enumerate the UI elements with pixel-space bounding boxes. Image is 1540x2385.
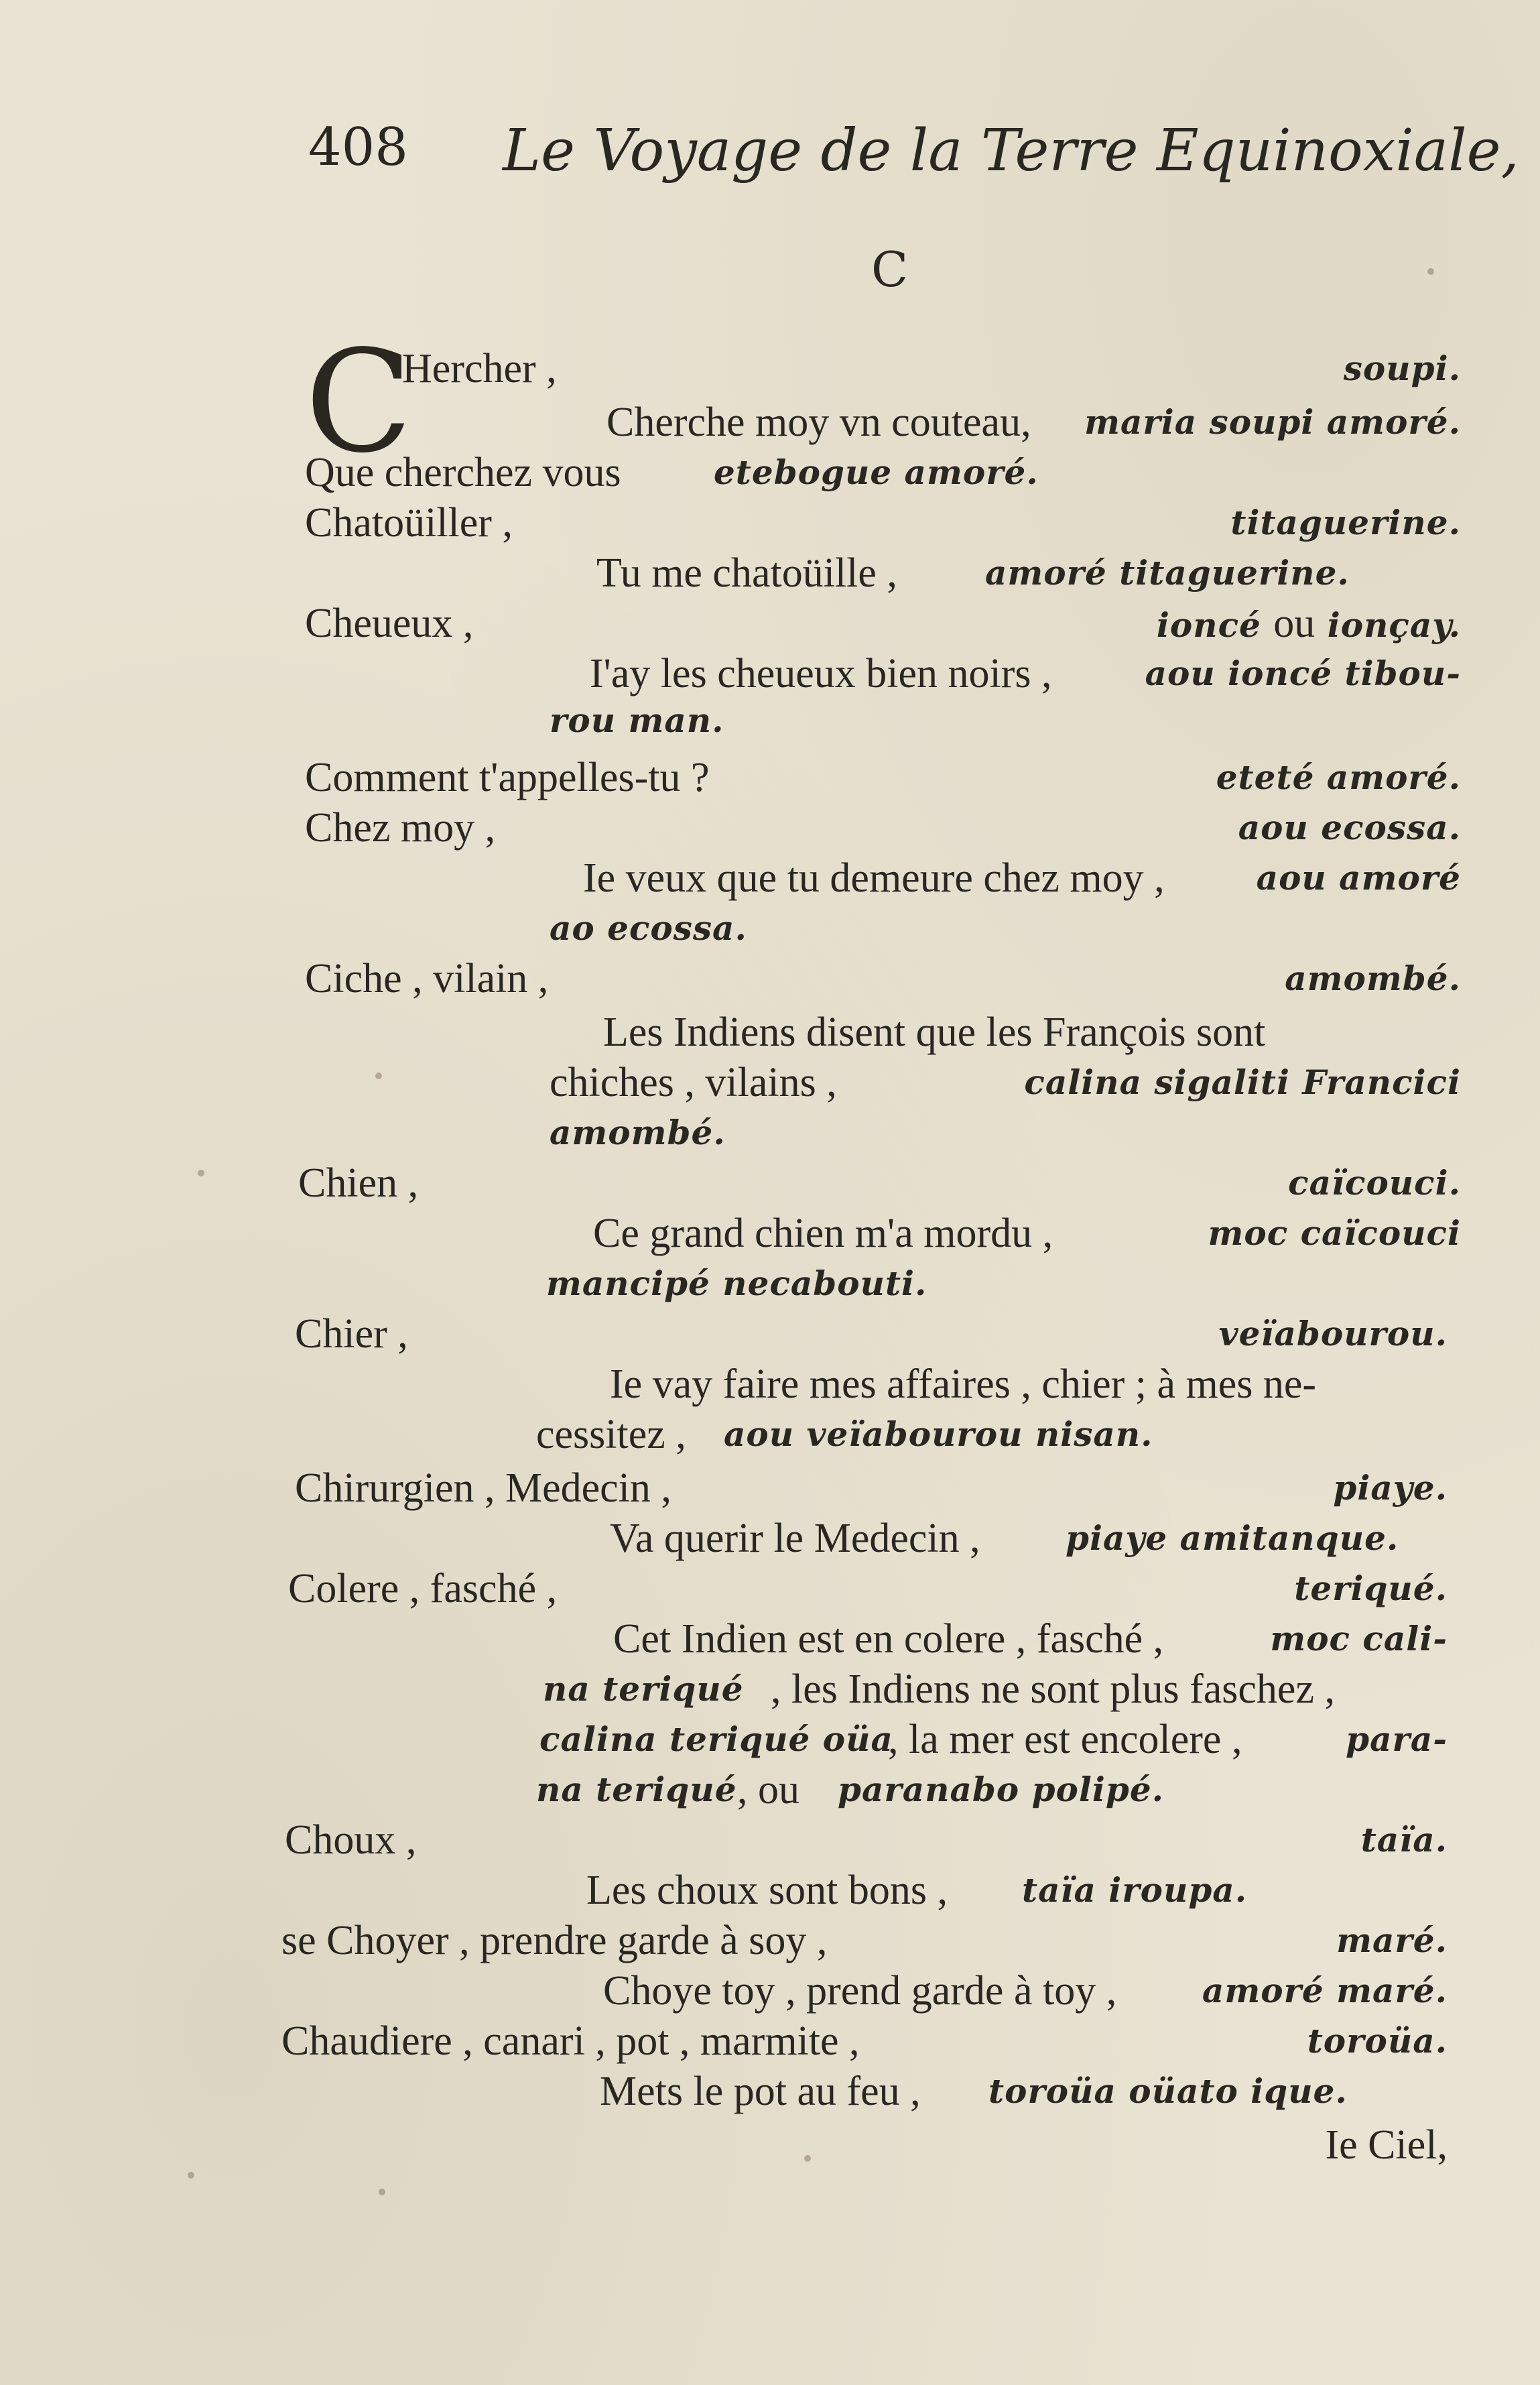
paper-speck xyxy=(804,2155,811,2162)
french-text: I'ay les cheueux bien noirs , xyxy=(590,651,1052,696)
entry-line xyxy=(613,1612,1448,1666)
french-text: Chier , xyxy=(295,1311,408,1357)
entry-line xyxy=(305,751,1461,804)
french-text: Ie Ciel, xyxy=(1325,2122,1448,2168)
entry-line xyxy=(603,1005,1461,1059)
french-text: Chaudiere , canari , pot , marmite , xyxy=(281,2018,860,2064)
indian-text: amoré titaguerine. xyxy=(985,553,1350,593)
french-text: Cherche moy vn couteau, xyxy=(606,400,1031,445)
paper-speck xyxy=(379,2189,385,2195)
french-text: Va querir le Medecin , xyxy=(610,1516,980,1561)
entry-line xyxy=(281,1914,1448,1967)
french-text: Ciche , vilain , xyxy=(305,956,549,1001)
catchword xyxy=(1287,2118,1448,2172)
entry-line xyxy=(593,1207,1461,1260)
indian-text: ionçay. xyxy=(1327,605,1461,645)
indian-text: piaye amitanque. xyxy=(1066,1518,1399,1558)
french-text: Cet Indien est en colere , fasché , xyxy=(613,1616,1164,1662)
section-letter: C xyxy=(871,241,909,298)
entry-line xyxy=(402,342,1461,395)
indian-text: para- xyxy=(1346,1719,1448,1759)
entry-line xyxy=(610,1512,1448,1565)
indian-text: amombé. xyxy=(550,1113,726,1152)
entry-line xyxy=(610,1357,1448,1411)
indian-text: maria soupi amoré. xyxy=(1084,402,1461,442)
entry-line xyxy=(536,1763,1448,1817)
indian-text: aou ioncé tibou- xyxy=(1145,654,1461,693)
entry-line xyxy=(596,546,1461,600)
french-text: Que cherchez vous xyxy=(305,450,621,495)
indian-text: etebogue amoré. xyxy=(714,452,1039,492)
running-title: Le Voyage de la Terre Equinoxiale, xyxy=(503,117,1519,184)
entry-line xyxy=(606,395,1461,449)
paper-speck xyxy=(1427,268,1434,275)
entry-line xyxy=(281,2014,1448,2068)
french-text: , la mer est encolere , xyxy=(888,1717,1242,1762)
entry-line xyxy=(550,1056,1461,1109)
indian-text: taïa iroupa. xyxy=(1022,1870,1248,1910)
french-text: chiches , vilains , xyxy=(550,1060,837,1105)
french-text: Les Indiens disent que les François sont xyxy=(603,1010,1266,1055)
indian-text: calina teriqué oüa xyxy=(539,1719,893,1759)
indian-text: moc caïcouci xyxy=(1208,1213,1461,1253)
entry-line xyxy=(305,446,1461,499)
french-text: Ie vay faire mes affaires , chier ; à mes ne- xyxy=(610,1361,1317,1407)
indian-text: taïa. xyxy=(1360,1820,1448,1859)
indian-text: teriqué. xyxy=(1294,1569,1448,1608)
french-text: Mets le pot au feu , xyxy=(600,2069,921,2114)
page-number: 408 xyxy=(308,117,408,178)
indian-text: moc cali- xyxy=(1270,1619,1448,1658)
indian-text: amombé. xyxy=(1285,959,1461,998)
indian-text: caïcouci. xyxy=(1288,1163,1461,1203)
entry-line xyxy=(298,1156,1461,1210)
indian-text: aou veïabourou nisan. xyxy=(724,1414,1153,1454)
indian-text: rou man. xyxy=(550,700,724,740)
french-text: , ou xyxy=(737,1767,799,1813)
french-text: Choye toy , prend garde à toy , xyxy=(603,1968,1117,2014)
indian-text: ioncé xyxy=(1156,605,1261,645)
indian-text: na teriqué xyxy=(543,1669,744,1709)
entry-line xyxy=(295,1307,1448,1361)
indian-text: titaguerine. xyxy=(1230,503,1461,542)
indian-text: aou ecossa. xyxy=(1238,808,1461,847)
entry-line xyxy=(550,694,1461,747)
entry-line xyxy=(546,1257,1461,1310)
french-text: se Choyer , prendre garde à soy , xyxy=(281,1918,828,1963)
french-text: Les choux sont bons , xyxy=(586,1868,948,1913)
indian-text: calina sigaliti Francici xyxy=(1024,1062,1461,1102)
indian-text: soupi. xyxy=(1343,349,1461,388)
entry-line xyxy=(543,1662,1448,1716)
indian-text: eteté amoré. xyxy=(1216,757,1461,797)
indian-text: amoré maré. xyxy=(1202,1971,1448,2010)
indian-text: mancipé necabouti. xyxy=(546,1264,927,1303)
french-text: Colere , fasché , xyxy=(288,1566,558,1611)
indian-text: toroüa oüato ique. xyxy=(988,2071,1348,2111)
indian-text: paranabo polipé. xyxy=(838,1770,1165,1809)
french-text: Ie veux que tu demeure chez moy , xyxy=(583,855,1165,901)
paper-speck xyxy=(375,1073,382,1079)
entry-line xyxy=(603,1964,1448,2018)
indian-text: veïabourou. xyxy=(1218,1314,1448,1353)
entry-line xyxy=(305,496,1461,550)
indian-text: maré. xyxy=(1336,1920,1448,1960)
entry-line xyxy=(285,1813,1448,1867)
entry-line xyxy=(539,1713,1448,1766)
entry-line xyxy=(288,1562,1448,1615)
french-text: Cheueux , xyxy=(305,601,474,646)
indian-text: aou amoré xyxy=(1256,858,1461,898)
entry-line xyxy=(590,647,1461,700)
entry-line xyxy=(550,902,1461,955)
entry-line xyxy=(295,1461,1448,1515)
french-text: Hercher , xyxy=(402,346,557,391)
drop-cap: C xyxy=(305,320,413,484)
running-header xyxy=(308,117,1519,191)
entry-line xyxy=(305,801,1461,855)
paper-speck xyxy=(188,2172,194,2179)
indian-text: piaye. xyxy=(1333,1468,1448,1508)
entry-line xyxy=(536,1408,1448,1461)
entry-line xyxy=(583,851,1461,905)
conjunction: ou xyxy=(1273,601,1316,646)
indian-text: toroüa. xyxy=(1307,2021,1448,2061)
entry-line xyxy=(600,2065,1448,2118)
indian-alternatives xyxy=(1157,597,1461,652)
french-text: Ce grand chien m'a mordu , xyxy=(593,1211,1053,1256)
french-text: cessitez , xyxy=(536,1412,686,1457)
french-text: Comment t'appelles-tu ? xyxy=(305,755,710,800)
french-text: , les Indiens ne sont plus faschez , xyxy=(771,1666,1335,1712)
indian-text: ao ecossa. xyxy=(550,908,747,948)
french-text: Tu me chatoüille , xyxy=(596,550,897,596)
entry-line xyxy=(586,1863,1448,1917)
entry-line xyxy=(305,597,1461,650)
french-text: Chatoüiller , xyxy=(305,500,513,546)
french-text: Chien , xyxy=(298,1160,419,1206)
french-text: Choux , xyxy=(285,1817,417,1863)
french-text: Chirurgien , Medecin , xyxy=(295,1465,671,1511)
paper-speck xyxy=(198,1170,204,1176)
entry-line xyxy=(550,1106,1461,1160)
entry-line xyxy=(305,952,1461,1005)
french-text: Chez moy , xyxy=(305,805,496,851)
indian-text: na teriqué xyxy=(536,1770,737,1809)
